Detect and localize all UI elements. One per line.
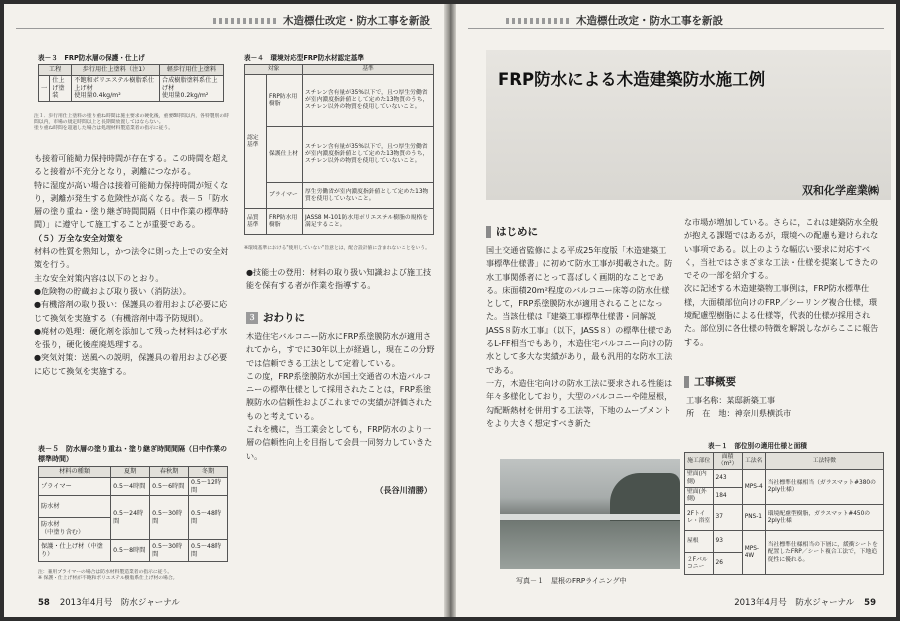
table4-group: 品質基準	[245, 209, 267, 235]
table1-cell: 壁面(内側)	[685, 470, 714, 487]
table5-cell: 0.5〜30時間	[150, 496, 189, 540]
left-header-rule	[16, 28, 432, 29]
table1-cell: 屋根	[685, 531, 714, 553]
section3-heading	[246, 310, 305, 325]
heading-bar-icon	[486, 226, 491, 238]
table3-header: 工程	[39, 65, 72, 76]
table4-cell: FRP防水用樹脂	[267, 75, 303, 127]
photo-caption: 写真－１ 屋根のFRPライニング中	[516, 577, 627, 585]
article-title: FRP防水による木造建築防水施工例	[498, 70, 766, 89]
company-name: 双和化学産業㈱	[802, 184, 879, 197]
bullet-item: ●危険物の貯蔵および取り扱い（消防法）。	[34, 285, 191, 296]
bullet-item: ●技能士の登用：材料の取り扱い知識および施工技能を保有する者が作業を指導する。	[246, 267, 432, 291]
table1-cell: 93	[713, 531, 742, 553]
right-col2-body	[684, 216, 880, 349]
table1-cell: 2Fトイレ・浴室	[685, 505, 714, 531]
table5-header: 材料の種類	[39, 467, 111, 478]
right-footer	[734, 596, 876, 608]
paragraph: 材料の性質を熟知し，かつ法令に則った上での安全対策を行う。 主な安全対策内容は以下のとおり。	[34, 246, 229, 283]
left-page	[4, 4, 444, 617]
safety-heading: （５）万全な安全対策を	[34, 232, 124, 243]
table1-header: 工法特徴	[765, 453, 883, 470]
table4-cell: スチレン含有量が35%以下で，且つ厚生労働省が室内濃度指針値として定めた13物質のうち，スチレン以外の物質を使用していないこと。	[303, 75, 434, 127]
paragraph: これを機に，当工業会としても，FRP防水のより一層の信頼性向上を目指して会員一同努力していきたい。	[246, 424, 433, 461]
table5-header: 夏期	[111, 467, 150, 478]
table1-cell: PNS-1	[742, 505, 765, 531]
author: （長谷川清勝）	[375, 485, 432, 495]
table3	[38, 64, 224, 102]
table4-header: 対象	[245, 65, 303, 75]
photo-roof-surface	[500, 521, 680, 569]
overview-body	[686, 394, 882, 421]
table1-cell: ２Fバルコニー	[685, 553, 714, 575]
table4-cell: スチレン含有量が35%以下で，且つ厚生労働省が室内濃度指針値として定めた13物質のうち，スチレン以外の物質を使用していないこと。	[303, 127, 434, 183]
table1-header: 面積（m²）	[713, 453, 742, 470]
table4-cell: FRP防水用樹脂	[267, 209, 303, 235]
table1-cell: 当社標準仕様相当の下層に，緩衝シートを配置したFRP／シート複合工法で，下地追従性に優れる。	[765, 531, 883, 575]
paragraph: 国土交通省監修による平成25年度版「木造建築工事標準仕様書」に初めて防水工事が掲載された。防水工事関係者にとって喜ばしく画期的なことである。床面積20m²程度のバルコニー床等の防水仕様として，FRP系塗膜防水が適用されることになった。当該仕様は『建築工事標準仕様書・同解説JASS８防水工事』（以下，JASS８）の標準仕様であるL-FF相当でもあり，木造住宅バルコニー向けの防水として多大な実績があり，最も汎用的な防水工法である。	[486, 245, 673, 375]
section-title: 工事概要	[694, 376, 736, 388]
table3-cell: 一	[39, 75, 50, 101]
footer-text: 2013年4月号 防水ジャーナル	[734, 598, 855, 608]
left-footer	[38, 596, 180, 608]
table5-cell: 0.5〜4時間	[111, 477, 150, 496]
table4-cell: 保護仕上材	[267, 127, 303, 183]
table4-note: ※環境基準における"使用していない"旨意とは，配合設計値に含まれないことをいう。	[244, 246, 430, 251]
header-dots-icon	[213, 18, 277, 24]
table5-header: 冬期	[189, 467, 228, 478]
table5-cell: 0.5〜30時間	[150, 540, 189, 562]
table1-cell: 環境配慮型樹脂，ガラスマット#450の2ply仕様	[765, 505, 883, 531]
bullet-item: ●突気対策：送風への説明，保護具の着用および必要に応じて換気を実施する。	[34, 352, 228, 376]
table5-cell: 0.5〜48時間	[189, 540, 228, 562]
right-header-text: 木造標仕改定・防水工事を新設	[576, 15, 723, 27]
table4-group: 認定基準	[245, 75, 267, 209]
paragraph: 次に記述する木造建築物工事例は，FRP防水標準仕様，大面積部位向けのFRP／シーリング複合仕様，環境配慮型樹脂による仕様等，代表的仕様が採用された。部位別に各仕様の特徴を解説しながらここに報告する。	[684, 283, 879, 347]
table4-caption: 表－４ 環境対応型FRP防水材認定基準	[244, 54, 364, 62]
table3-header: 歩行用仕上塗料（注1）	[72, 65, 160, 76]
table5-cell: 0.5〜8時間	[111, 540, 150, 562]
left-col2-top	[246, 266, 436, 293]
page-number: 58	[38, 598, 50, 608]
spread-gutter	[444, 4, 456, 617]
table5-cell: 0.5〜48時間	[189, 496, 228, 540]
table5-cell: 0.5〜6時間	[150, 477, 189, 496]
table3-cell: 合成樹脂塗料系仕上げ材 使用量0.2kg/m²	[159, 75, 223, 101]
table5-cell: 0.5〜24時間	[111, 496, 150, 540]
table1-cell: 壁面(外側)	[685, 487, 714, 504]
right-header	[506, 13, 723, 28]
table3-note: 注１．歩行用仕上塗料の塗り重ね時間は施主要求の硬化後，重要8時間以内，各特製別の時間以内，市場の規定時間以上と長期間放置してはならない。 塗り重ね時間を超過した場合は処理材料製造業者の指示に従う。	[34, 114, 229, 132]
table1-caption: 表－１ 部位別の適用仕様と面積	[708, 442, 807, 450]
table1-cell: MPS-4	[742, 470, 765, 505]
paragraph: 一方，木造住宅向けの防水工法に要求される性能は年々多様化しており，大型のバルコニーや陸屋根，勾配断熱材を併用する工法等，下地のムーブメントをより大きく想定すべき新た	[486, 377, 673, 428]
table3-header: 軽歩行用仕上塗料	[159, 65, 223, 76]
intro-heading	[486, 224, 538, 239]
paragraph: な市場が増加している。さらに，これは建築防水全般が抱える課題ではあるが，環境への配慮も避けられない事項である。以上のような幅広い要求に対応すべく，当社ではさまざまな工法・仕様を提案してきたのでその一部を紹介する。	[684, 217, 879, 281]
table4-header: 基準	[303, 65, 434, 75]
paragraph: 特に湿度が高い場合は接着可能勧力保持時間が短くなり，剥離が発生する危険性が高くなる。表－５「防水層の塗り重ね・塗り継ぎ時間間隔（日中作業の標準時間）」に遵守して施工することが重要である。	[34, 179, 229, 230]
table1-cell: 184	[713, 487, 742, 504]
paragraph: この度，FRP系塗膜防水が国土交通省の木造バルコニーの標準仕様として採用されたことは，FRP系塗膜防水の信頼性およびこれまでの実績が評価されたものと考えている。	[246, 370, 433, 421]
right-col1-body	[486, 244, 674, 430]
left-col1-body	[34, 152, 230, 378]
table5-cell: 保護・仕上げ材（中塗り）	[39, 540, 111, 562]
table5-cell: プライマー	[39, 477, 111, 496]
paragraph: も接着可能勧力保持時間が存在する。この時間を超えると接着が不充分となり，剥離につながる。	[34, 153, 229, 177]
table3-caption: 表－３ FRP防水層の保護・仕上げ	[38, 54, 145, 62]
table5-cell: 防水材	[39, 496, 111, 518]
page-number: 59	[864, 598, 876, 608]
roof-photo	[500, 459, 680, 569]
project-location: 所 在 地：神奈川県横浜市	[686, 408, 792, 419]
overview-heading	[684, 374, 736, 389]
table5-note: 注：兼用プライマーの場合は防水材料製造業者の指示に従う。 ※ 保護・仕上げ材が不飽和ポリエステル樹脂系仕上げ材の場合。	[38, 570, 178, 582]
header-dots-icon	[506, 18, 570, 24]
table5-cell: 防水材 （中塗り含む）	[39, 518, 111, 540]
table1-cell: MPS-4W	[742, 531, 765, 575]
left-header-text: 木造標仕改定・防水工事を新設	[283, 15, 430, 27]
table4-cell: プライマー	[267, 183, 303, 209]
title-panel	[486, 50, 891, 200]
table3-cell: 仕上げ塗装	[50, 75, 72, 101]
bullet-item: ●有機溶剤の取り扱い：保護具の着用および必要に応じて換気を実施する（有機溶剤中毒予防規則）。	[34, 299, 228, 323]
table5-header: 春秋期	[150, 467, 189, 478]
table4-cell: 厚生労働省が室内濃度指針値として定めた13物質を使用していないこと。	[303, 183, 434, 209]
left-col2-body	[246, 330, 436, 463]
table4-cell: JASS8 M-101防水用ポリエステル樹脂の規格を満足すること。	[303, 209, 434, 235]
table1-cell: 26	[713, 553, 742, 575]
table5-caption: 表－５ 防水層の塗り重ね・塗り継ぎ時間間隔（日中作業の標準時間）	[38, 445, 227, 463]
photo-parapet	[500, 514, 680, 520]
table5	[38, 466, 228, 562]
table1-cell: 当社標準仕様相当（ガラスマット#380の2ply仕様）	[765, 470, 883, 505]
table4	[244, 64, 434, 235]
section-number: ３	[248, 312, 256, 322]
table3-cell: 不飽和ポリエステル樹脂系仕上げ材 使用量0.4kg/m²	[72, 75, 160, 101]
table1	[684, 452, 884, 575]
paragraph: 木造住宅バルコニー防水にFRP系塗膜防水が適用されてから，すでに30年以上が経過し，現在この分野では信頼できる工法として定着している。	[246, 331, 435, 368]
table5-cell: 0.5〜12時間	[189, 477, 228, 496]
table1-header: 工法名	[742, 453, 765, 470]
bullet-item: ●廃材の処理：硬化剤を添加して残った材料は必ず水を張り，硬化後産廃処理する。	[34, 325, 228, 350]
section-title: おわりに	[263, 312, 305, 324]
project-name: 工事名称：某邸新築工事	[686, 395, 776, 405]
section-title: はじめに	[496, 226, 538, 238]
right-page	[456, 4, 896, 617]
left-header	[213, 13, 430, 28]
table1-cell: 243	[713, 470, 742, 487]
table1-header: 施工部位	[685, 453, 714, 470]
table1-cell: 37	[713, 505, 742, 531]
footer-text: 2013年4月号 防水ジャーナル	[59, 598, 180, 608]
heading-bar-icon	[684, 376, 689, 388]
right-header-rule	[468, 28, 884, 29]
